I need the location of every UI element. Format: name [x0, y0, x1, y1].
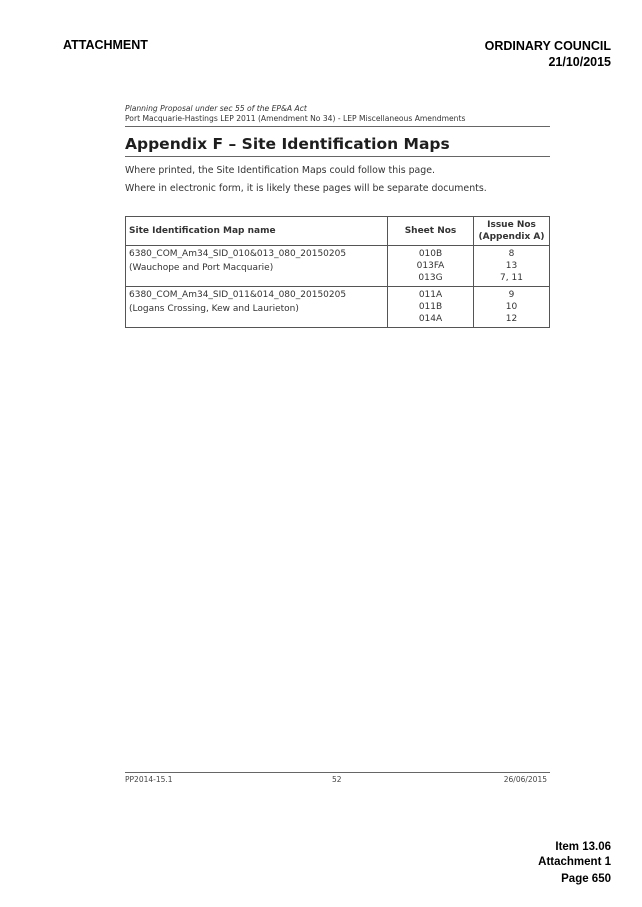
footer-date: 26/06/2015 [503, 775, 547, 784]
paragraph-printed: Where printed, the Site Identification Maps could follow this page. [125, 165, 436, 176]
sheet-cell [388, 287, 474, 328]
column-header-issue [474, 217, 550, 246]
page-number: Page 650 [561, 873, 611, 885]
paragraph-electronic: Where in electronic form, it is likely these pages will be separate documents. [125, 183, 487, 194]
sheet-no: 011A [418, 290, 443, 300]
issue-no: 8 [508, 249, 515, 259]
table-row [126, 246, 550, 287]
map-area: (Logans Crossing, Kew and Laurieton) [129, 304, 299, 314]
proposal-amendment: Port Macquarie-Hastings LEP 2011 (Amendment No 34) - LEP Miscellaneous Amendments [125, 114, 550, 127]
table-row [126, 287, 550, 328]
issue-cell [474, 287, 550, 328]
document-footer [125, 772, 550, 786]
item-number: Item 13.06 [555, 841, 611, 853]
sheet-no: 013G [418, 273, 443, 283]
column-header-name: Site Identification Map name [126, 217, 388, 246]
map-name-cell [126, 246, 388, 287]
issue-no: 7, 11 [500, 273, 523, 283]
council-name: ORDINARY COUNCIL [484, 39, 611, 53]
page-title: Appendix F – Site Identification Maps [125, 135, 550, 157]
issue-no: 10 [505, 302, 518, 312]
issue-cell [474, 246, 550, 287]
item-reference [538, 840, 611, 870]
council-header [485, 38, 611, 70]
proposal-subtitle: Planning Proposal under sec 55 of the EP&A Act [125, 104, 307, 113]
sheet-no: 013FA [416, 261, 445, 271]
sheet-no: 014A [418, 314, 443, 324]
sheet-no: 011B [418, 302, 443, 312]
footer-page-number: 52 [332, 775, 342, 784]
issue-no: 13 [505, 261, 518, 271]
table-header-row [126, 217, 550, 246]
footer-reference: PP2014-15.1 [125, 775, 173, 784]
sheet-no: 010B [418, 249, 443, 259]
issue-no: 9 [508, 290, 515, 300]
council-date: 21/10/2015 [548, 55, 611, 69]
site-map-table [125, 216, 550, 328]
issue-header-line2: (Appendix A) [478, 232, 545, 242]
attachment-number: Attachment 1 [538, 856, 611, 868]
sheet-cell [388, 246, 474, 287]
map-name: 6380_COM_Am34_SID_011&014_080_20150205 [129, 290, 347, 300]
column-header-sheet: Sheet Nos [388, 217, 474, 246]
map-name: 6380_COM_Am34_SID_010&013_080_20150205 [129, 249, 347, 259]
issue-no: 12 [505, 314, 518, 324]
document-page [125, 104, 550, 328]
map-name-cell [126, 287, 388, 328]
attachment-label: ATTACHMENT [63, 38, 148, 52]
issue-header-line1: Issue Nos [487, 220, 536, 230]
map-area: (Wauchope and Port Macquarie) [129, 263, 274, 273]
